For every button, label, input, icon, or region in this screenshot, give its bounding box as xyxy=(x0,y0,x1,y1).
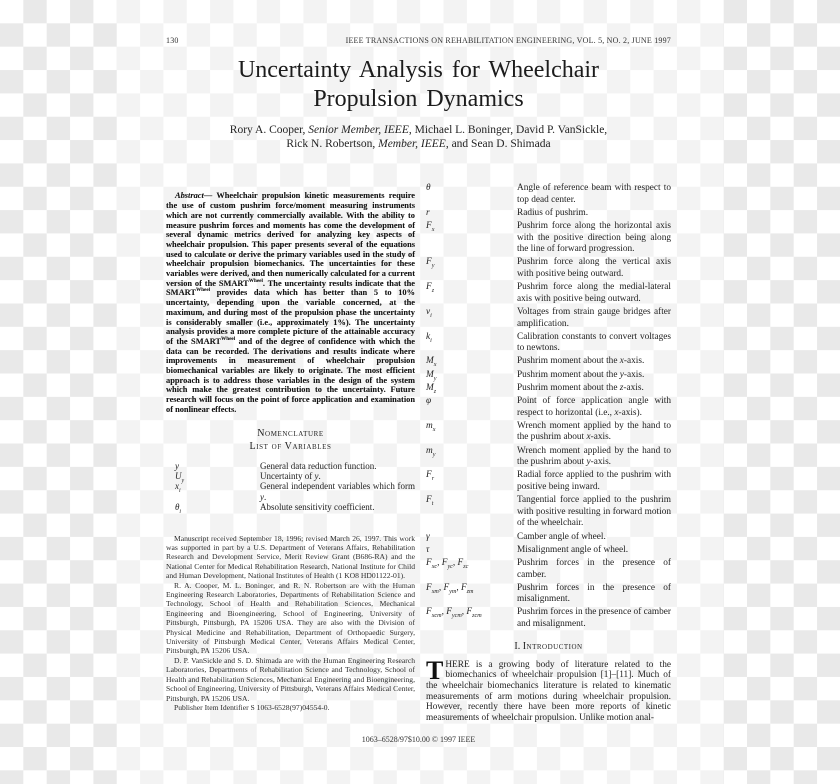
variable-description: Camber angle of wheel. xyxy=(517,531,606,542)
paper-page xyxy=(166,0,671,784)
variable-symbol: $m_y$ xyxy=(426,445,436,458)
section-title: Introduction xyxy=(522,640,583,652)
variable-description: Uncertainty of y. xyxy=(260,470,321,481)
author-list xyxy=(166,123,671,151)
variable-symbol: γ xyxy=(426,531,430,542)
variable-symbol: $\theta_i$ xyxy=(175,502,182,515)
variable-symbol: $F_{xc}$, $F_{yc}$, $F_{zc}$ xyxy=(426,557,469,570)
variable-description: Point of force application angle with respect to horizontal (i.e., x-axis). xyxy=(517,396,671,418)
variable-symbol: $M_z$ xyxy=(426,382,437,395)
footnotes xyxy=(166,534,415,713)
variable-row xyxy=(426,558,671,581)
left-column xyxy=(166,183,415,733)
variable-description: Calibration constants to convert voltages to newtons. xyxy=(517,331,671,354)
drop-cap: T xyxy=(426,655,444,685)
variable-description: Pushrim moment about the x-axis. xyxy=(517,356,645,367)
variable-description: Pushrim force along the horizontal axis with the positive direction being along the line of forward progression. xyxy=(517,220,671,255)
variable-row xyxy=(426,208,671,220)
variable-description: Wrench moment applied by the hand to the pushrim about x-axis. xyxy=(517,420,671,443)
variable-symbol: $U_y$ xyxy=(175,470,185,484)
variable-row xyxy=(426,282,671,305)
variable-row xyxy=(426,495,671,530)
variable-symbol: $M_y$ xyxy=(426,369,437,382)
variable-row xyxy=(426,332,671,355)
variable-symbol: $F_x$ xyxy=(426,220,435,233)
section-number: I. xyxy=(514,640,521,652)
variable-symbol: $F_y$ xyxy=(426,257,435,270)
variable-row xyxy=(166,461,415,471)
footnote-paragraph: D. P. VanSickle and S. D. Shimada are with the Human Engineering Research Laboratories, Departments of Rehabilitation Science and Technology, School of Health and Rehabilitation Sciences, Mechanical Engineering and Bioengineering, School of Engineering, University of Pittsburgh, Veterans Affairs Medical Center, Pittsburgh, PA 15206 USA. xyxy=(166,655,415,703)
variable-symbol: r xyxy=(426,207,430,218)
variable-row xyxy=(426,257,671,280)
paper-title xyxy=(166,56,671,114)
variable-description: Pushrim force along the medial-lateral axis with positive being outward. xyxy=(517,282,671,304)
variable-description: Angle of reference beam with respect to top dead center. xyxy=(517,183,671,205)
introduction-text: HERE is a growing body of literature related to the biomechanics of wheelchair propulsion [1]–[11]. Much of the wheelchair biomechanics literature is related to kinematic measurements of arm motions during wheelchair propulsion. However, recently there have been more reports of kinetic measurements of wheelchair propulsion. Unlike motion anal- xyxy=(426,659,671,724)
variable-description: Pushrim forces in the presence of camber. xyxy=(517,557,671,580)
right-column xyxy=(426,183,671,733)
list-of-variables-heading: List of Variables xyxy=(249,440,332,452)
variable-description: Radial force applied to the pushrim with positive being inward. xyxy=(517,470,671,492)
variable-description: General data reduction function. xyxy=(260,460,377,471)
paper-title-line2: Propulsion Dynamics xyxy=(313,86,524,112)
variable-row xyxy=(426,446,671,469)
variable-symbol: $v_i$ xyxy=(426,306,432,319)
variable-row xyxy=(426,583,671,606)
variable-symbol: y xyxy=(175,460,179,471)
variable-description: Radius of pushrim. xyxy=(517,207,589,218)
variable-row xyxy=(426,307,671,330)
variable-description: Pushrim moment about the y-axis. xyxy=(517,369,645,380)
variable-description: Pushrim forces in the presence of camber and misalignment. xyxy=(517,607,671,630)
variable-row xyxy=(426,183,671,206)
variable-symbol: $F_z$ xyxy=(426,282,435,294)
nomenclature-heading: Nomenclature xyxy=(257,427,324,439)
variable-symbol: φ xyxy=(426,396,432,407)
author-line1: Rory A. Cooper, Senior Member, IEEE, Michael L. Boninger, David P. VanSickle, xyxy=(229,124,608,136)
variable-symbol: $x_i$ xyxy=(175,481,181,495)
variable-symbol: $F_{xm}$, $F_{ym}$, $F_{zm}$ xyxy=(426,582,474,595)
abstract-paragraph: Abstract— Wheelchair propulsion kinetic measurements require the use of custom pushrim force/moment measuring instruments which are not currently commercially available. With the ability to measure pushrim forces and moments has come the development of several dynamic metrics derived for analyzing key aspects of wheelchair propulsion. This paper presents several of the equations used to calculate or derive the primary variables used in the study of wheelchair propulsion biomechanics. The uncertainties for these variables were derived, and then numerically calculated for a current version of the $SMART^{Wheel}$. The uncertainty results indicate that the $SMART^{Wheel}$ provides data which has better than 5 to 10% uncertainty, depending upon the variable concerned, at the maximum, and during most of the propulsion phase the uncertainty is considerably smaller (i.e., approximately 1%). The uncertainty analysis provides a more complete picture of the attainable accuracy of the $SMART^{Wheel}$ and of the degree of confidence with which the data can be recorded. The derivations and results indicate where improvements in measurement of wheelchair propulsion biomechanical variables are likely to originate. The most efficient approach is to address those variables in the design of the system which make the greatest contribution to the uncertainty. Future research will focus on the point of force application and examination of nonlinear effects. xyxy=(166,191,415,414)
variable-row xyxy=(166,481,415,502)
variable-row xyxy=(166,470,415,484)
variable-symbol: θ xyxy=(426,183,431,193)
variable-row xyxy=(426,221,671,256)
variable-description: Pushrim forces in the presence of misalignment. xyxy=(517,582,671,605)
journal-header: IEEE TRANSACTIONS ON REHABILITATION ENGINEERING, VOL. 5, NO. 2, JUNE 1997 xyxy=(345,36,671,45)
variable-description: Pushrim force along the vertical axis with positive being outward. xyxy=(517,257,671,279)
copyright-footer: 1063–6528/97$10.00 © 1997 IEEE xyxy=(361,735,476,744)
variable-description: Absolute sensitivity coefficient. xyxy=(260,502,375,513)
paper-title-line1: Uncertainty Analysis for Wheelchair xyxy=(237,57,600,83)
footnote-paragraph: R. A. Cooper, M. L. Boninger, and R. N. Robertson are with the Human Engineering Research Laboratories, Departments of Rehabilitation Science and Technology, School of Health and Rehabilitation Sciences, Mechanical Engineering and Bioengineering, School of Engineering, University of Pittsburgh, Pittsburgh, PA 15206 USA. They are also with the Division of Physical Medicine and Rehabilitation, Department of Orthopaedic Surgery, University of Pittsburgh Medical Center, Veterans Affairs Medical Center, Pittsburgh, PA 15206 USA. xyxy=(166,580,415,656)
variable-row xyxy=(426,383,671,395)
variable-row xyxy=(426,607,671,630)
variable-symbol: $F_{xcm}$, $F_{ycm}$, $F_{zcm}$ xyxy=(426,607,482,620)
variable-symbol: τ xyxy=(426,544,430,555)
variable-description: Voltages from strain gauge bridges after amplification. xyxy=(517,306,671,329)
variable-row xyxy=(426,370,671,382)
running-header xyxy=(166,36,671,45)
variable-symbol: $m_x$ xyxy=(426,420,436,433)
two-column-body xyxy=(166,183,671,733)
introduction-paragraph xyxy=(426,655,671,724)
introduction-heading xyxy=(426,641,671,652)
variable-row xyxy=(426,396,671,419)
variable-row xyxy=(426,356,671,368)
variable-row xyxy=(166,502,415,515)
author-line2: Rick N. Robertson, Member, IEEE, and Sean D. Shimada xyxy=(286,138,551,150)
variable-description: Tangential force applied to the pushrim with positive resulting in forward motion of the wheelchair. xyxy=(517,495,671,529)
variable-symbol: $F_t$ xyxy=(426,495,434,508)
footnote-paragraph: Manuscript received September 18, 1996; revised March 26, 1997. This work was supported in part by a U.S. Department of Veterans Affairs, Rehabilitation Research and Development Service, Merit Review Grant (B686-RA) and the National Center for Medical Rehabilitation Research, National Institute for Child and Human Development, National Institutes of Health (1 KO8 HD01122-01). xyxy=(166,533,415,581)
variable-row xyxy=(426,421,671,444)
variable-row xyxy=(426,545,671,557)
variable-row xyxy=(426,470,671,493)
variable-description: General independent variables which form y. xyxy=(260,481,415,502)
left-variable-list xyxy=(166,461,415,513)
footnote-paragraph: Publisher Item Identifier S 1063-6528(97)04554-0. xyxy=(174,702,330,712)
variable-description: Pushrim moment about the z-axis. xyxy=(517,382,644,393)
variable-description: Misalignment angle of wheel. xyxy=(517,544,629,555)
variable-description: Wrench moment applied by the hand to the pushrim about y-axis. xyxy=(517,445,671,468)
right-variable-list xyxy=(426,183,671,631)
page-number: 130 xyxy=(166,36,179,45)
variable-symbol: $k_i$ xyxy=(426,331,432,344)
variable-symbol: $F_r$ xyxy=(426,470,435,483)
variable-symbol: $M_x$ xyxy=(426,356,437,369)
variable-row xyxy=(426,532,671,544)
